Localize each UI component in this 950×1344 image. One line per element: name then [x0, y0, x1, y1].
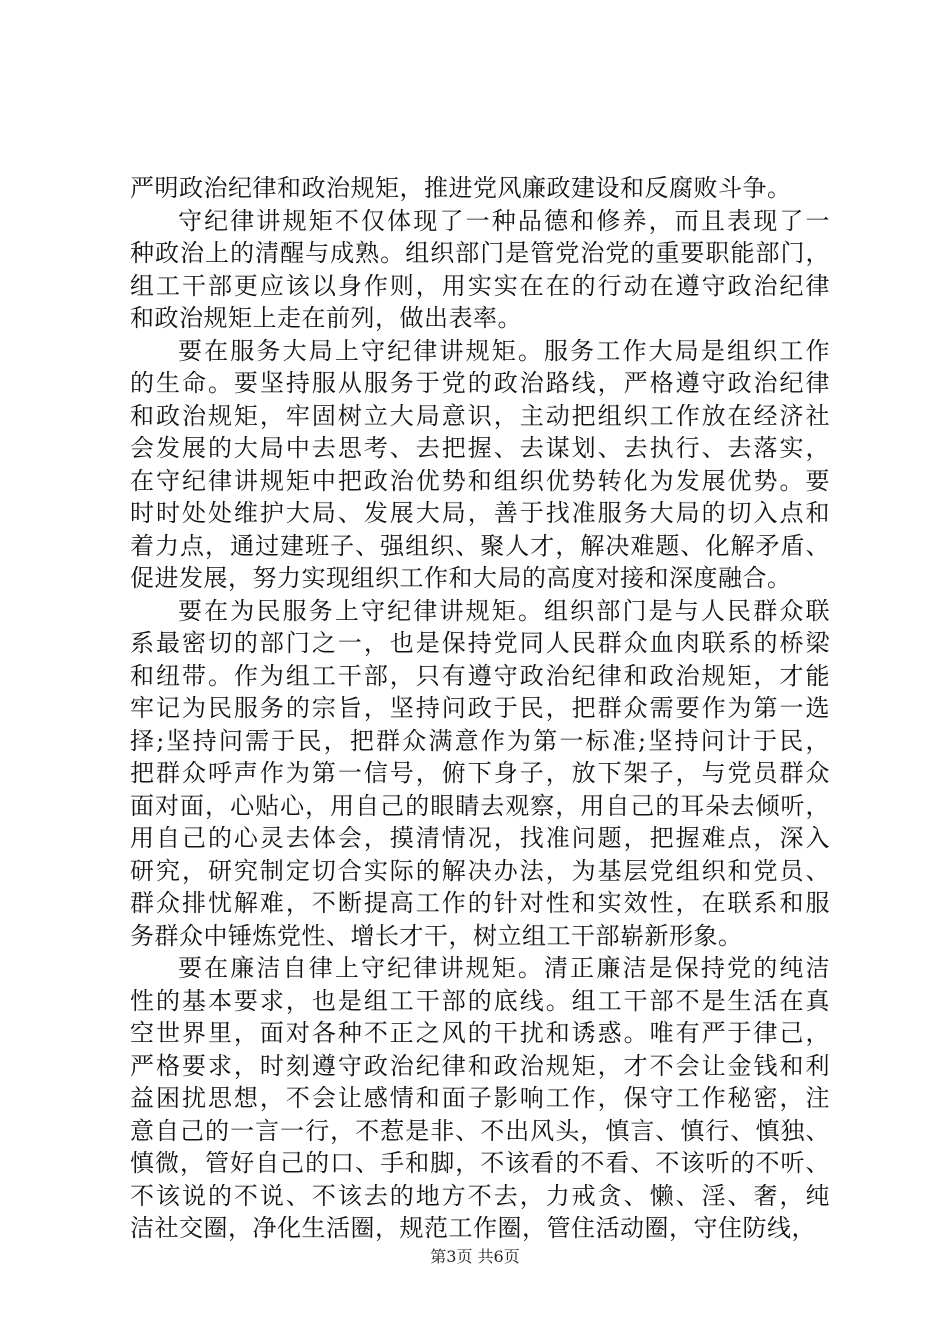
paragraph	[130, 172, 830, 205]
text-line: 时时处处维护大局、发展大局，善于找准服务大局的切入点和	[130, 499, 830, 527]
text-line: 严明政治纪律和政治规矩，推进党风廉政建设和反腐败斗争。	[130, 174, 792, 202]
text-line: 空世界里，面对各种不正之风的干扰和诱惑。唯有严于律己，	[130, 1019, 830, 1047]
text-line: 在守纪律讲规矩中把政治优势和组织优势转化为发展优势。要	[130, 466, 830, 495]
paragraph	[130, 335, 830, 595]
text-line: 守纪律讲规矩不仅体现了一种品德和修养，而且表现了一	[178, 206, 830, 235]
text-line: 和政治规矩上走在前列，做出表率。	[130, 304, 522, 332]
text-line: 务群众中锤炼党性、增长才干，树立组工干部崭新形象。	[130, 921, 743, 950]
text-line: 群众排忧解难，不断提高工作的针对性和实效性，在联系和服	[130, 889, 830, 917]
text-line: 性的基本要求，也是组工干部的底线。组工干部不是生活在真	[130, 986, 830, 1015]
body-text	[130, 172, 830, 1245]
text-line: 要在为民服务上守纪律讲规矩。组织部门是与人民群众联	[178, 596, 830, 625]
text-line: 益困扰思想，不会让感情和面子影响工作，保守工作秘密，注	[130, 1084, 830, 1112]
text-line: 和纽带。作为组工干部，只有遵守政治纪律和政治规矩，才能	[130, 661, 830, 690]
paragraph	[130, 595, 830, 953]
text-line: 种政治上的清醒与成熟。组织部门是管党治党的重要职能部门，	[130, 239, 830, 267]
text-line: 会发展的大局中去思考、去把握、去谋划、去执行、去落实，	[130, 434, 830, 462]
text-line: 要在服务大局上守纪律讲规矩。服务工作大局是组织工作	[178, 336, 830, 365]
text-line: 面对面，心贴心，用自己的眼睛去观察，用自己的耳朵去倾听，	[130, 791, 830, 820]
text-line: 不该说的不说、不该去的地方不去，力戒贪、懒、淫、奢，纯	[130, 1181, 830, 1210]
text-line: 用自己的心灵去体会，摸清情况，找准问题，把握难点，深入	[130, 824, 830, 852]
text-line: 洁社交圈，净化生活圈，规范工作圈，管住活动圈，守住防线，	[130, 1214, 816, 1242]
text-line: 严格要求，时刻遵守政治纪律和政治规矩，才不会让金钱和利	[130, 1051, 830, 1080]
text-line: 择;坚持问需于民，把群众满意作为第一标准;坚持问计于民，	[130, 726, 830, 755]
page-footer: 第3页 共6页	[430, 1247, 520, 1266]
paragraph	[130, 205, 830, 335]
text-line: 促进发展，努力实现组织工作和大局的高度对接和深度融合。	[130, 564, 792, 592]
text-line: 系最密切的部门之一，也是保持党同人民群众血肉联系的桥梁	[130, 629, 830, 657]
text-line: 牢记为民服务的宗旨，坚持问政于民，把群众需要作为第一选	[130, 694, 830, 722]
paragraph	[130, 952, 830, 1245]
text-line: 和政治规矩，牢固树立大局意识，主动把组织工作放在经济社	[130, 401, 830, 430]
text-line: 着力点，通过建班子、强组织、聚人才，解决难题、化解矛盾、	[130, 531, 830, 560]
text-line: 慎微，管好自己的口、手和脚，不该看的不看、不该听的不听、	[130, 1149, 830, 1177]
text-line: 组工干部更应该以身作则，用实实在在的行动在遵守政治纪律	[130, 271, 830, 300]
text-line: 研究，研究制定切合实际的解决办法，为基层党组织和党员、	[130, 856, 830, 885]
text-line: 要在廉洁自律上守纪律讲规矩。清正廉洁是保持党的纯洁	[178, 954, 830, 982]
text-line: 把群众呼声作为第一信号，俯下身子，放下架子，与党员群众	[130, 759, 830, 787]
text-line: 的生命。要坚持服从服务于党的政治路线，严格遵守政治纪律	[130, 369, 830, 397]
text-line: 意自己的一言一行，不惹是非、不出风头，慎言、慎行、慎独、	[130, 1116, 830, 1145]
